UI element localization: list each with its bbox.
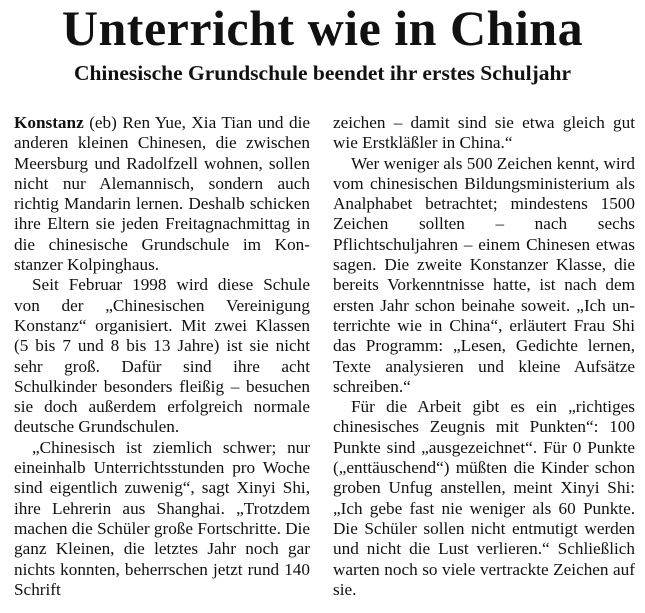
article-column-left <box>14 113 310 600</box>
paragraph-4: Wer weniger als 500 Zeichen kennt, wird vom chinesischen Bildungsministerium als Analphabet betrachtet; mindestens 1500 Zeichen sollten – nach sechs Pflichtschuljahren – einem Chinesen etwas sagen. Die zweite Konstanzer Klasse, die bereits Vorkenntnisse hatte, ist nach dem ersten Jahr schon beinahe soweit. „Ich unterrichte wie in China“, erläutert Frau Shi das Programm: „Lesen, Gedichte lernen, Texte analysieren und kleine Aufsätze schreiben.“ <box>333 153 635 396</box>
paragraph-3: „Chinesisch ist ziemlich schwer; nur eineinhalb Unterrichtsstunden pro Woche sind eigentlich zuwenig“, sagt Xinyi Shi, ihre Lehrerin aus Shanghai. „Trotzdem machen die Schüler große Fortschritte. Die ganz Kleinen, die letztes Jahr noch gar nichts konnten, beherrschen jetzt rund 140 Schrift <box>14 437 310 599</box>
paragraph-1-text: (eb) Ren Yue, Xia Tian und die anderen kleinen Chinesen, die zwischen Meersburg und Radolfzell wohnen, sollen nicht nur Alemannisch, sondern auch richtig Mandarin lernen. Deshalb schicken ihre Eltern sie jeden Freitagnachmittag in die chinesische Grundschule im Konstanzer Kolpinghaus. <box>14 113 310 275</box>
paragraph-1 <box>14 113 310 275</box>
headline: Unterricht wie in China <box>61 0 584 56</box>
subheadline: Chinesische Grundschule beendet ihr erstes Schuljahr <box>73 61 572 85</box>
paragraph-5: Für die Arbeit gibt es ein „richtiges chinesisches Zeugnis mit Punkten“: 100 Punkte sind „ausgezeichnet“. Für 0 Punkte („enttäuschend“) müßten die Kinder schon groben Unfug anstellen, meint Xinyi Shi: „Ich gebe fast nie weniger als 60 Punkte. Die Schüler sollen nicht entmutigt werden und nicht die Lust verlieren.“ Schließlich warten noch so viele vertrackte Zeichen auf sie. <box>333 397 635 599</box>
paragraph-2: Seit Februar 1998 wird diese Schule von der „Chinesischen Vereinigung Konstanz“ organisiert. Mit zwei Klassen (5 bis 7 und 8 bis 13 Jahre) ist sie nicht sehr groß. Dafür sind ihre acht Schulkinder besonders fleißig – besuchen sie doch außerdem erfolgreich normale deutsche Grundschulen. <box>14 275 310 437</box>
paragraph-3-continued: zeichen – damit sind sie etwa gleich gut wie Erstkläßler in China.“ <box>333 113 635 153</box>
dateline: Konstanz <box>14 113 84 132</box>
article-column-right <box>333 113 635 600</box>
